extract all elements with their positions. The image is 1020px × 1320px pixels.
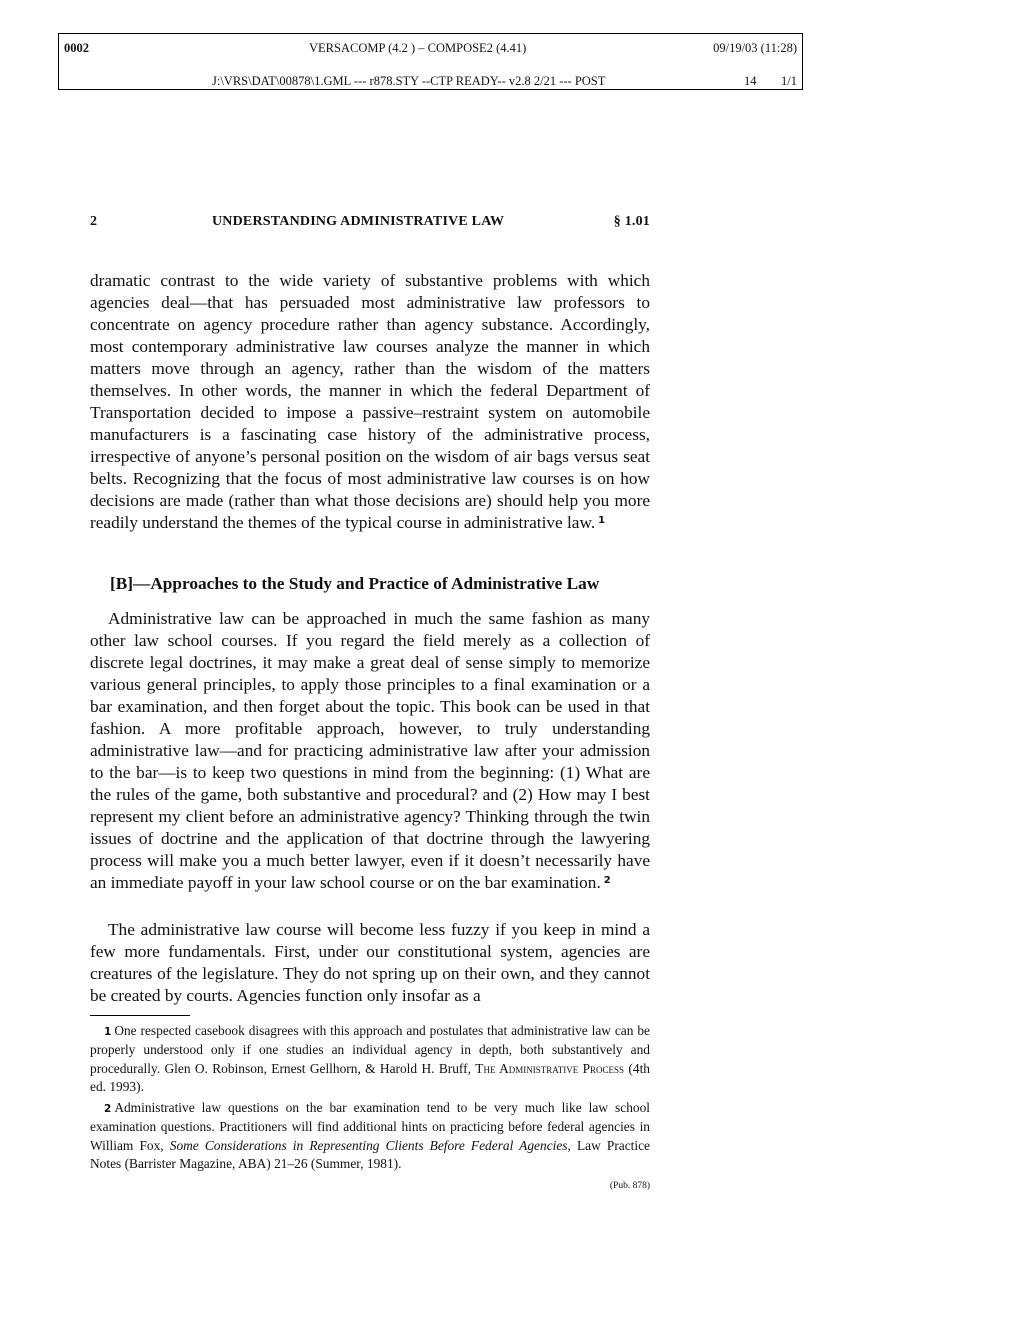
footnote-1-text-a: One respected casebook disagrees with this approach and postulates that administrative law can be properly understood only if one studies an individual agency in depth, both substantively and procedurally. Glen O. Robinson, Ernest Gellhorn, & Harold H. Bruff,: [90, 1023, 650, 1076]
slug-datetime: 09/19/03 (11:28): [713, 41, 797, 55]
page-sequence: 14: [744, 74, 757, 88]
body-paragraph-1: [90, 270, 650, 534]
job-slug-box: [58, 33, 803, 90]
footnote-1-book-title: The Administrative Process: [475, 1060, 625, 1076]
footnote-2: [90, 1099, 650, 1173]
footnote-2-article-title: Some Considerations in Representing Clients Before Federal Agencies: [169, 1137, 568, 1153]
footnote-2-text-a: Administrative law questions on the bar examination tend to be very much like law school examination questions. Practitioners will find additional hints on practicing before federal agencies in William Fox,: [90, 1100, 650, 1153]
book-title: UNDERSTANDING ADMINISTRATIVE LAW: [212, 214, 505, 229]
body-paragraph-2: [90, 608, 650, 894]
footnote-ref-1[interactable]: 1: [598, 515, 606, 526]
paragraph-3-text: The administrative law course will become less fuzzy if you keep in mind a few more fundamentals. First, under our constitutional system, agencies are creatures of the legislature. They do not spring up on their own, and they cannot be created by courts. Agencies function only insofar as a: [90, 920, 650, 1005]
paragraph-2-text: Administrative law can be approached in much the same fashion as many other law school courses. If you regard the field merely as a collection of discrete legal doctrines, it may make a great deal of sense simply to memorize various general principles, to apply those principles to a final examination or a bar examination, and then forget about the topic. This book can be used in that fashion. A more profitable approach, however, to truly understanding administrative law—and for practicing administrative law after your admission to the bar—is to keep two questions in mind from the beginning: (1) What are the rules of the game, both substantive and procedural? and (2) How may I best represent my client before an administrative agency? Thinking through the twin issues of doctrine and the application of that doctrine through the lawyering process will make you a much better lawyer, even if it doesn’t necessarily have an immediate payoff in your law school course or on the bar examination.: [90, 609, 650, 892]
footnote-2-text-b: , Law Practice Notes (Barrister Magazine, ABA) 21–26 (Summer, 1981).: [90, 1137, 651, 1171]
section-number: § 1.01: [613, 214, 650, 229]
footnote-ref-2[interactable]: 2: [603, 875, 611, 886]
file-path: J:\VRS\DAT\00878\1.GML --- r878.STY --CTP READY-- v2.8 2/21 --- POST: [212, 74, 606, 88]
page-number: 2: [90, 214, 98, 229]
job-number: 0002: [64, 41, 89, 55]
section-heading: [B]—Approaches to the Study and Practice of Administrative Law: [110, 574, 600, 593]
page-of: 1/1: [781, 74, 797, 88]
compose-system: VERSACOMP (4.2 ) – COMPOSE2 (4.41): [309, 41, 527, 55]
footnote-rule: [90, 1015, 190, 1016]
footnote-1-text-b: (4th ed. 1993).: [90, 1060, 651, 1094]
body-paragraph-3: [90, 919, 650, 1007]
slug-row-2: [59, 72, 802, 90]
footnote-1: [90, 1022, 650, 1096]
running-head: [90, 214, 650, 234]
publication-number: (Pub. 878): [609, 1181, 650, 1191]
footnote-1-number: 1: [104, 1026, 112, 1038]
slug-row-1: [59, 39, 802, 57]
paragraph-1-text: dramatic contrast to the wide variety of substantive problems with which agencies deal—that has persuaded most administrative law professors to concentrate on agency procedure rather than agency substance. Accordingly, most contemporary administrative law courses analyze the manner in which matters move through an agency, rather than the wisdom of the matters themselves. In other words, the manner in which the federal Department of Transportation decided to impose a passive–restraint system on automobile manufacturers is a fascinating case history of the administrative process, irrespective of anyone’s personal position on the wisdom of air bags versus seat belts. Recognizing that the focus of most administrative law courses is on how decisions are made (rather than what those decisions are) should help you more readily understand the themes of the typical course in administrative law.: [90, 271, 650, 532]
footnote-2-number: 2: [104, 1103, 112, 1115]
